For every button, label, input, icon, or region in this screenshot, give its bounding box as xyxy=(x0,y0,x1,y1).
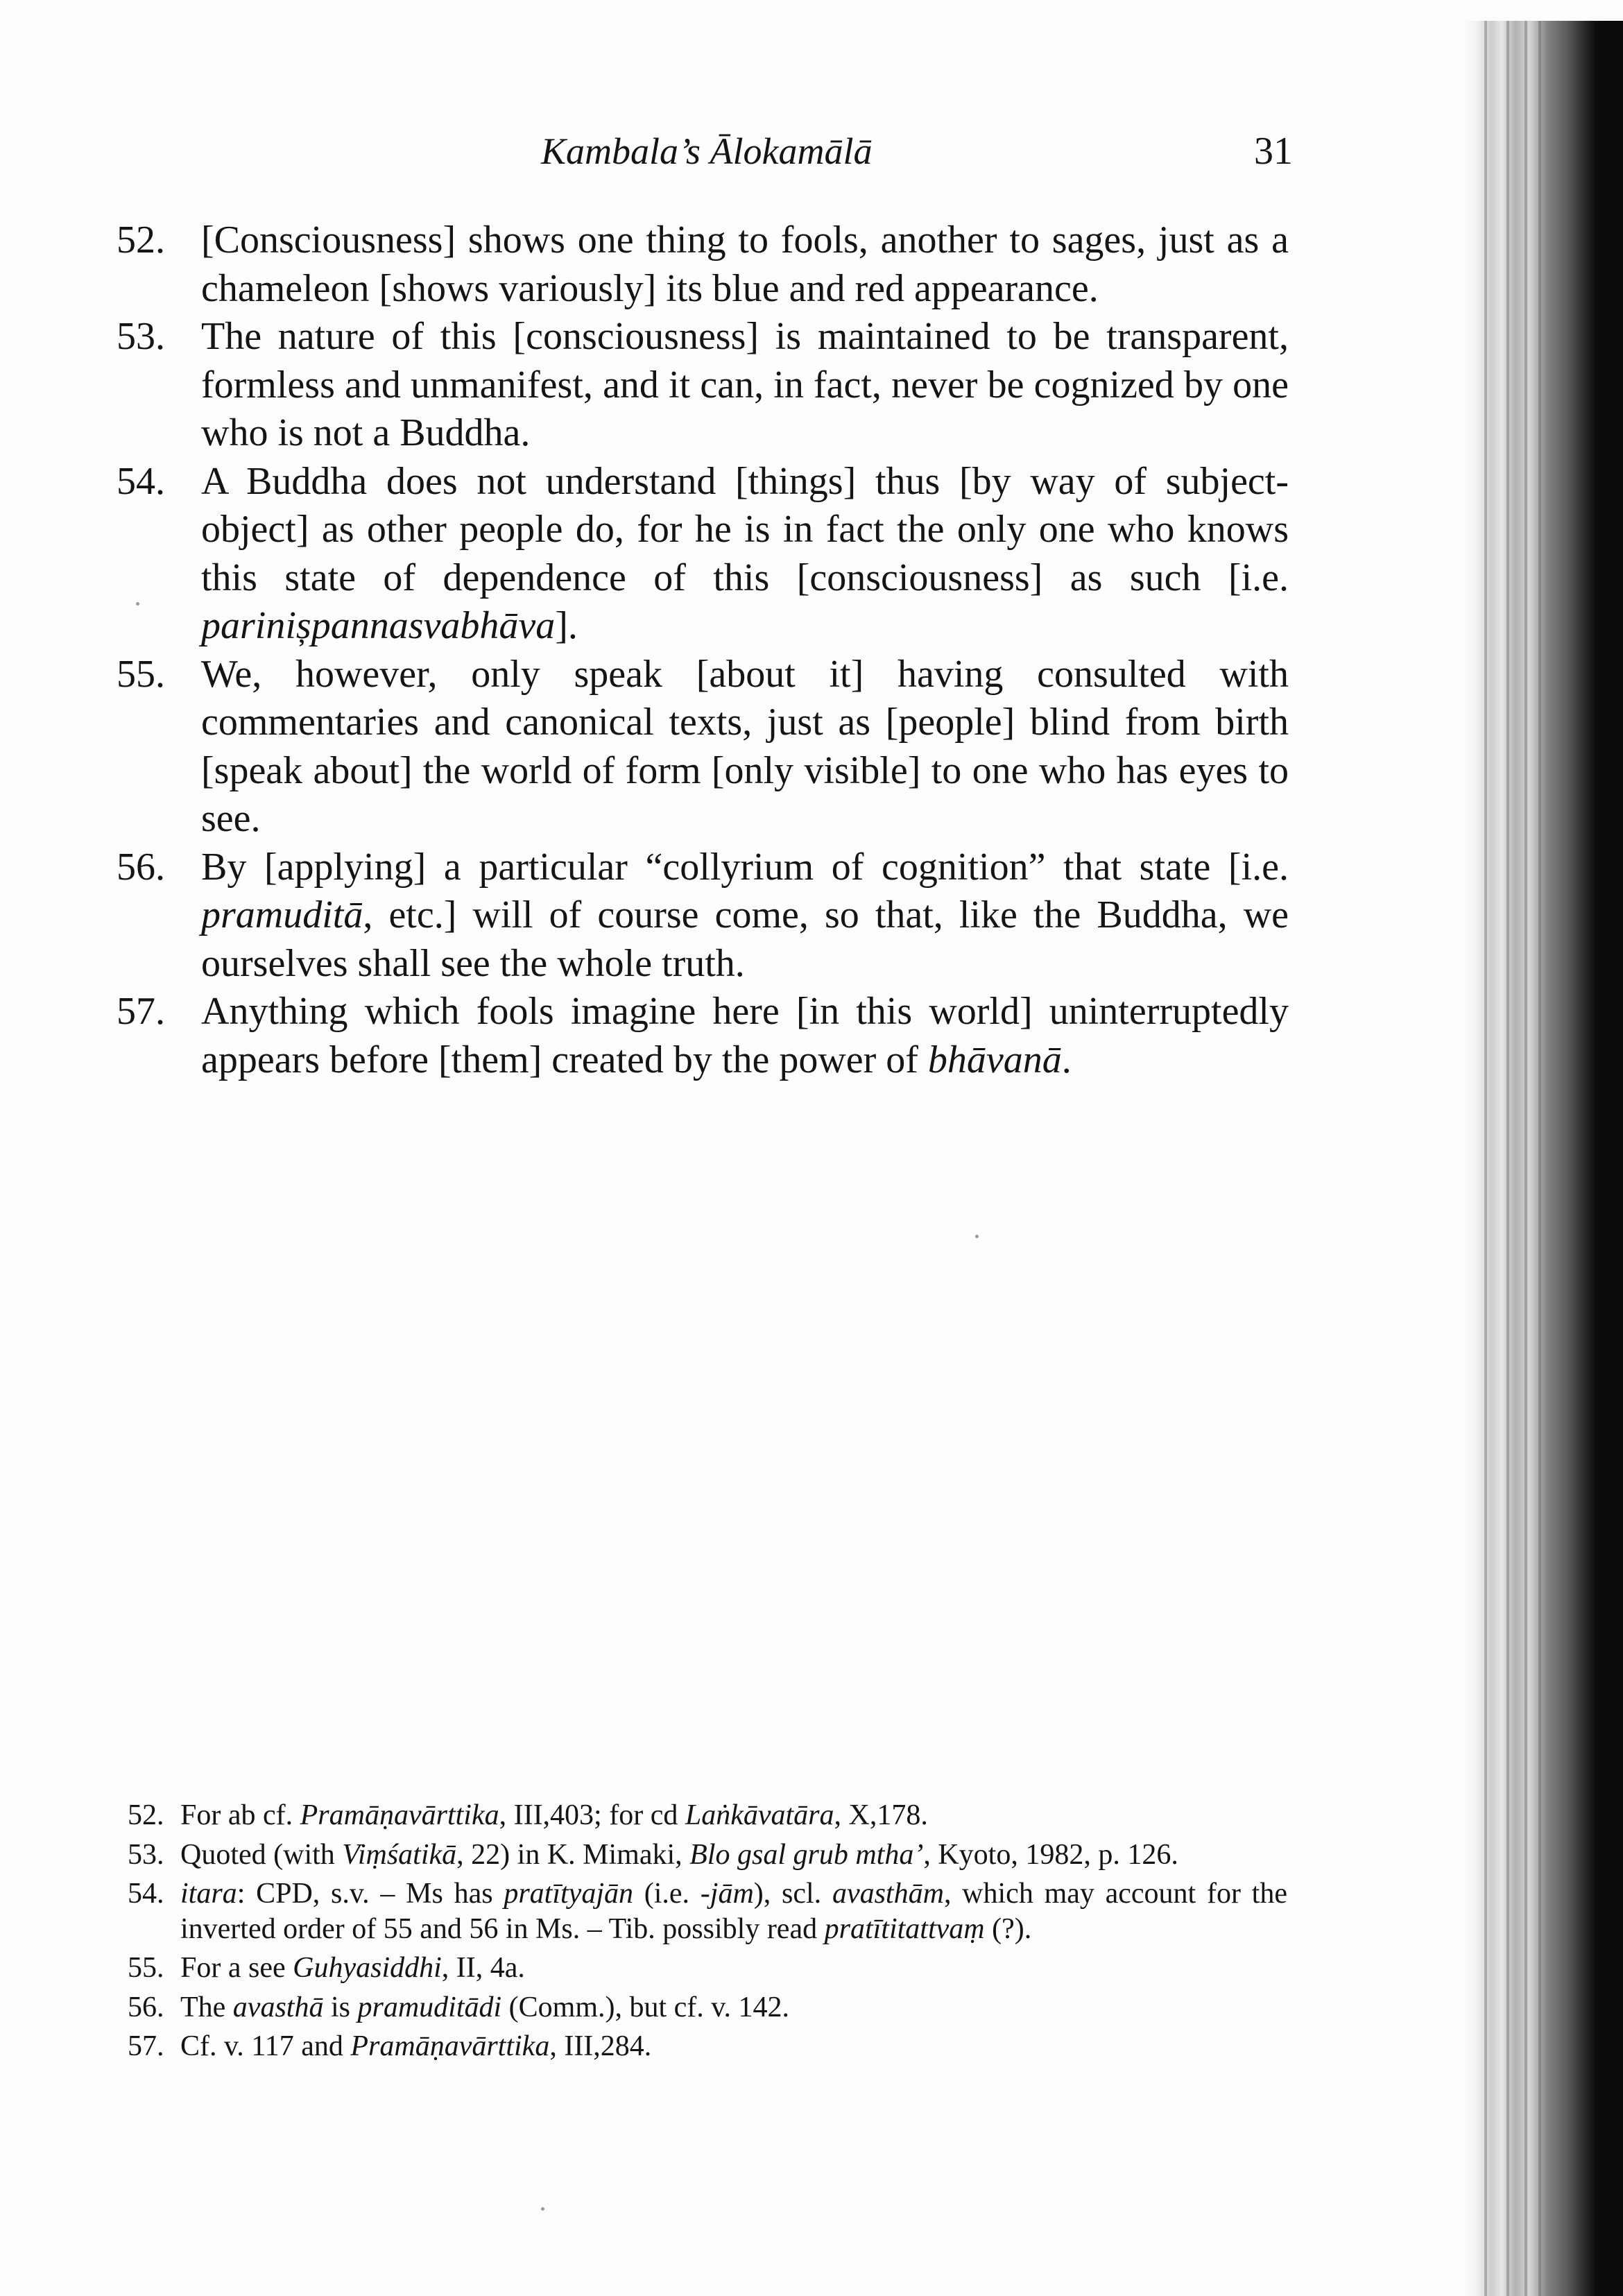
footnotes xyxy=(128,1798,1287,2068)
verse-list xyxy=(117,216,1289,1084)
scan-speck xyxy=(136,602,139,606)
running-title: Kambala’s Ālokamālā xyxy=(541,130,873,172)
verse-text: A Buddha does not understand [things] thus [by way of subject-object] as other people do, for he is in fact the only one who knows this state of dependence of this [consciousness] as such [i.e. parinișpannasvabhāva]. xyxy=(201,459,1289,647)
footnote-56 xyxy=(128,1990,1287,2025)
footnote-number: 57. xyxy=(128,2030,164,2062)
footnote-52 xyxy=(128,1798,1287,1833)
verse-text: [Consciousness] shows one thing to fools, another to sages, just as a chameleon [shows variously] its blue and red appearance. xyxy=(201,219,1289,310)
footnote-53 xyxy=(128,1837,1287,1873)
gutter-stripe xyxy=(1538,21,1541,2296)
verse-54 xyxy=(117,458,1289,651)
verse-text: We, however, only speak [about it] having consulted with commentaries and canonical texts, just as [people] blind from birth [speak about] the world of form [only visible] to one who has eyes to see. xyxy=(201,652,1289,840)
verse-text: By [applying] a particular “collyrium of cognition” that state [i.e. pramuditā, etc.] will of course come, so that, like the Buddha, we ourselves shall see the whole truth. xyxy=(201,845,1289,985)
verse-number: 56. xyxy=(117,845,165,889)
footnote-57 xyxy=(128,2029,1287,2064)
footnote-55 xyxy=(128,1951,1287,1986)
footnote-number: 53. xyxy=(128,1838,164,1871)
verse-number: 52. xyxy=(117,219,165,262)
verse-number: 57. xyxy=(117,990,165,1033)
footnote-text: Cf. v. 117 and Pramāṇavārttika, III,284. xyxy=(180,2030,652,2062)
footnote-text: Quoted (with Viṃśatikā, 22) in K. Mimaki, Blo gsal grub mtha’, Kyoto, 1982, p. 126. xyxy=(180,1838,1178,1871)
gutter-stripe xyxy=(1484,21,1487,2296)
footnote-number: 55. xyxy=(128,1952,164,1984)
footnote-text: The avasthā is pramuditādi (Comm.), but cf. v. 142. xyxy=(180,1991,790,2023)
verse-53 xyxy=(117,313,1289,458)
footnote-text: For a see Guhyasiddhi, II, 4a. xyxy=(180,1952,525,1984)
footnote-number: 56. xyxy=(128,1991,164,2023)
footnote-number: 54. xyxy=(128,1878,164,1910)
page-number: 31 xyxy=(1254,130,1293,173)
gutter-stripe xyxy=(1506,21,1509,2296)
verse-number: 54. xyxy=(117,459,165,503)
verse-55 xyxy=(117,651,1289,843)
verse-text: Anything which fools imagine here [in this world] uninterruptedly appears before [them] created by the power of bhāvanā. xyxy=(201,990,1289,1081)
verse-52 xyxy=(117,216,1289,313)
running-header xyxy=(0,123,1623,179)
footnote-text: itara: CPD, s.v. – Ms has pratītyajān (i.e. -jām), scl. avasthām, which may account for the inverted order of 55 and 56 in Ms. – Tib. possibly read pratītitattvaṃ (?). xyxy=(180,1878,1287,1945)
verse-57 xyxy=(117,988,1289,1084)
scan-speck xyxy=(541,2207,544,2211)
verse-number: 53. xyxy=(117,315,165,358)
gutter-stripe xyxy=(1525,21,1527,2296)
verse-56 xyxy=(117,843,1289,988)
footnote-54 xyxy=(128,1876,1287,1946)
binding-gutter-shadow xyxy=(1463,21,1623,2296)
verse-text: The nature of this [consciousness] is maintained to be transparent, formless and unmanifest, and it can, in fact, never be cognized by one who is not a Buddha. xyxy=(201,315,1289,454)
scan-speck xyxy=(975,1235,979,1238)
footnote-text: For ab cf. Pramāṇavārttika, III,403; for cd Laṅkāvatāra, X,178. xyxy=(180,1799,928,1831)
verse-number: 55. xyxy=(117,652,165,696)
footnote-number: 52. xyxy=(128,1799,164,1831)
